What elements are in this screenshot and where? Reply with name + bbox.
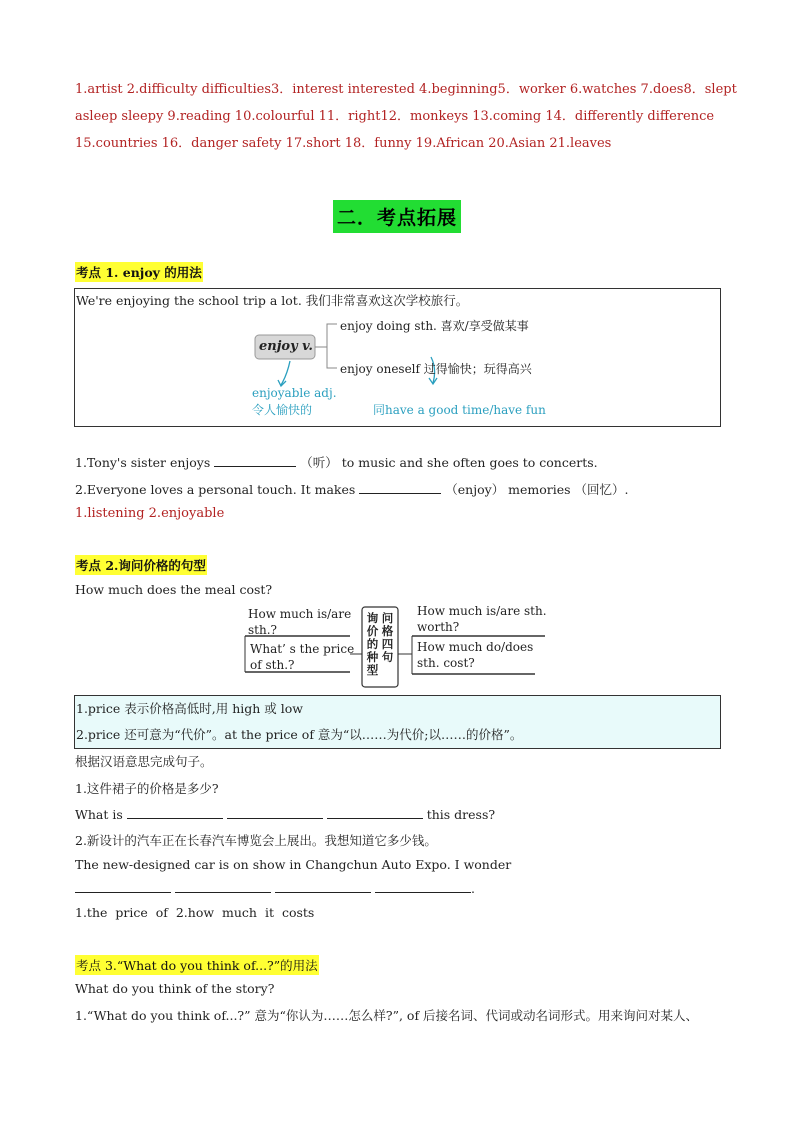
answer-line-3: 15.countries 16．danger safety 17.short 18．funny 19.African 20.Asian 21.leaves [75,136,612,151]
center-char: 种 [366,650,379,664]
k2-q1-blank-1[interactable] [127,806,223,819]
mindmap-branch-1: enjoy doing sth. 喜欢/享受做某事 [340,319,529,333]
center-char: 问 [381,611,394,625]
k1-q2-text: 2.Everyone loves a personal touch. It makes [75,482,356,497]
k2-q1-cn: 1.这件裙子的价格是多少? [75,781,219,796]
k2-q2-blank-2[interactable] [175,880,271,893]
mindmap-branch-2: enjoy oneself 过得愉快；玩得高兴 [340,362,532,376]
k1-q1-blank[interactable] [214,454,296,467]
k2-q1-text: What is [75,807,123,822]
k1-example: We're enjoying the school trip a lot. 我们非常喜欢这次学校旅行。 [76,293,469,308]
k1-question-2 [75,480,629,498]
price-left-1a: How much is/are [248,607,352,621]
k2-q1-blank-2[interactable] [227,806,323,819]
k1-q2-text-end: （enjoy） memories （回忆）. [445,482,629,497]
k1-q1-text: 1.Tony's sister enjoys [75,455,211,470]
k1-answer: 1.listening 2.enjoyable [75,506,225,521]
price-right-2b: sth. cost? [417,656,475,670]
price-right-1a: How much is/are sth. [417,604,547,618]
answer-line-1: 1.artist 2.difficulty difficulties3．interest interested 4.beginning5．worker 6.watches 7.does8．slept [75,82,737,97]
mindmap-center: enjoy v. [259,339,313,354]
k1-q1-text-end: （听） to music and she often goes to concerts. [300,455,598,470]
k2-title: 考点 2.询问价格的句型 [75,555,207,575]
price-left-2a: What’ s the price [250,642,355,656]
k2-q2-period: . [470,881,475,896]
k1-title: 考点 1. enjoy 的用法 [75,262,203,282]
price-left-2b: of sth.? [250,658,295,672]
center-char: 格 [381,624,394,638]
price-center-box [365,610,395,675]
price-right-1b: worth? [417,620,460,634]
price-left-1b: sth.? [248,623,277,637]
mindmap-synonym: 同have a good time/have fun [373,403,546,417]
center-char: 的 [366,637,379,651]
center-char: 型 [366,663,379,677]
k2-q2-blank-1[interactable] [75,880,171,893]
k1-q2-blank[interactable] [359,481,441,494]
k3-note-1: 1.“What do you think of...?” 意为“你认为……怎么样?”, of 后接名词、代词或动名词形式。用来询问对某人、 [75,1008,699,1023]
center-char: 询 [366,611,379,625]
k2-q2-blank-3[interactable] [275,880,371,893]
k2-q2-en: The new-designed car is on show in Changchun Auto Expo. I wonder [75,857,512,872]
mindmap-adj: enjoyable adj. [252,386,337,400]
center-char: 价 [366,624,379,638]
k2-answer: 1.the price of 2.how much it costs [75,905,315,920]
k2-note-2: 2.price 还可意为“代价”。at the price of 意为“以……为代价;以……的价格”。 [76,727,523,742]
k1-question-1 [75,453,598,471]
answer-line-2: asleep sleepy 9.reading 10.colourful 11．right12．monkeys 13.coming 14．differently difference [75,109,715,124]
k2-q2-cn: 2.新设计的汽车正在长春汽车博览会上展出。我想知道它多少钱。 [75,833,437,848]
k1-example-box [74,288,721,427]
k2-q2-blanks [75,880,475,896]
k2-question-1 [75,806,495,822]
mindmap-branches [315,324,337,368]
k3-example: What do you think of the story? [75,981,275,996]
k2-q1-text-end: this dress? [426,807,496,822]
k2-example: How much does the meal cost? [75,582,273,597]
center-char: 句 [381,650,394,664]
k2-note-box [74,695,721,749]
k2-instruction: 根据汉语意思完成句子。 [75,754,213,769]
k2-q2-blank-4[interactable] [375,880,471,893]
k2-note-1: 1.price 表示价格高低时,用 high 或 low [76,701,303,716]
k3-title: 考点 3.“What do you think of...?”的用法 [75,955,319,975]
mindmap-adj-cn: 令人愉快的 [252,403,313,417]
k2-q1-blank-3[interactable] [327,806,423,819]
center-char: 四 [381,637,394,651]
section-title: 二．考点拓展 [333,200,461,233]
price-right-2a: How much do/does [417,640,534,654]
